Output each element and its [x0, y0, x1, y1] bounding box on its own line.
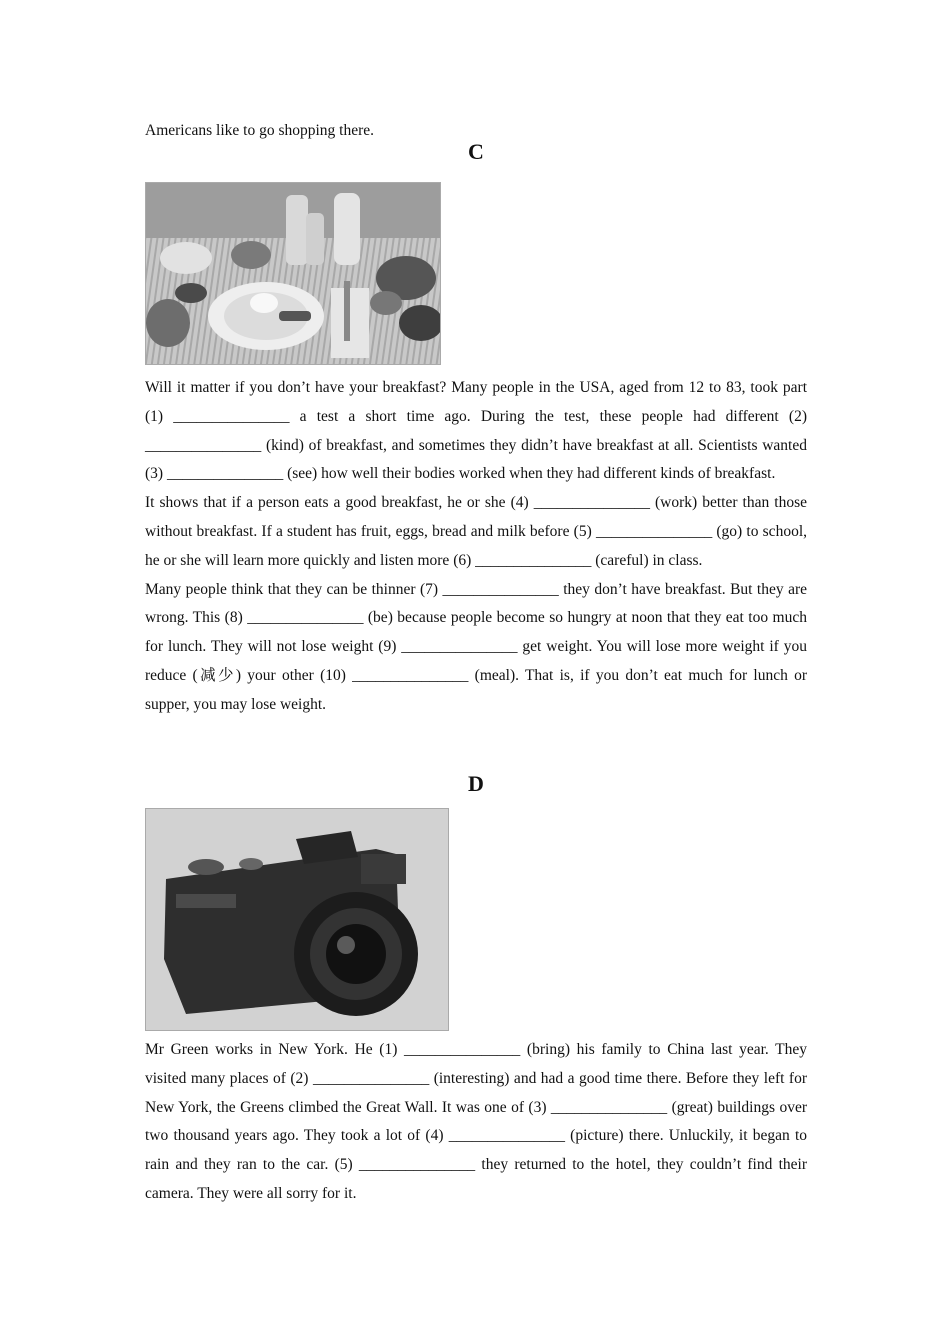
- section-c-paragraph-3: Many people think that they can be thinner (7) _______________ they don’t have breakfast. But they are wrong. This (8) _______________ (be) because people become so hungry at noon that they eat too much for lunch. They will not lose weight (9) _______________ get weight. You will lose more weight if you reduce (减少) your other (10) _______________ (meal). That is, if you don’t eat much for lunch or supper, you may lose weight.: [145, 580, 807, 713]
- section-c-heading: C: [468, 139, 484, 164]
- section-d-text: [145, 1036, 807, 1209]
- section-d-heading: D: [468, 771, 484, 796]
- breakfast-table-photo: [145, 182, 441, 365]
- section-c-text: [145, 374, 807, 720]
- lead-line: Americans like to go shopping there.: [145, 122, 375, 139]
- section-d-paragraph-1: Mr Green works in New York. He (1) _______________ (bring) his family to China last year. They visited many places of (2) _______________ (interesting) and had a good time there. Before they left for New York, the Greens climbed the Great Wall. It was one of (3) _______________ (great) buildings over two thousand years ago. They took a lot of (4) _______________ (picture) there. Unluckily, it began to rain and they ran to the car. (5) _______________ they returned to the hotel, they couldn’t find their camera. They were all sorry for it.: [145, 1041, 807, 1202]
- section-c-paragraph-2: It shows that if a person eats a good breakfast, he or she (4) _______________ (work) better than those without breakfast. If a student has fruit, eggs, bread and milk before (5) _______________ (go) to school, he or she will learn more quickly and listen more (6) _______________ (careful) in class.: [145, 494, 807, 569]
- section-c-paragraph-1: Will it matter if you don’t have your breakfast? Many people in the USA, aged from 12 to 83, took part (1) _______________ a test a short time ago. During the test, these people had different (2) _______________ (kind) of breakfast, and sometimes they didn’t have breakfast at all. Scientists wanted (3) _______________ (see) how well their bodies worked when they had different kinds of breakfast.: [145, 379, 807, 483]
- camera-photo: [145, 808, 449, 1031]
